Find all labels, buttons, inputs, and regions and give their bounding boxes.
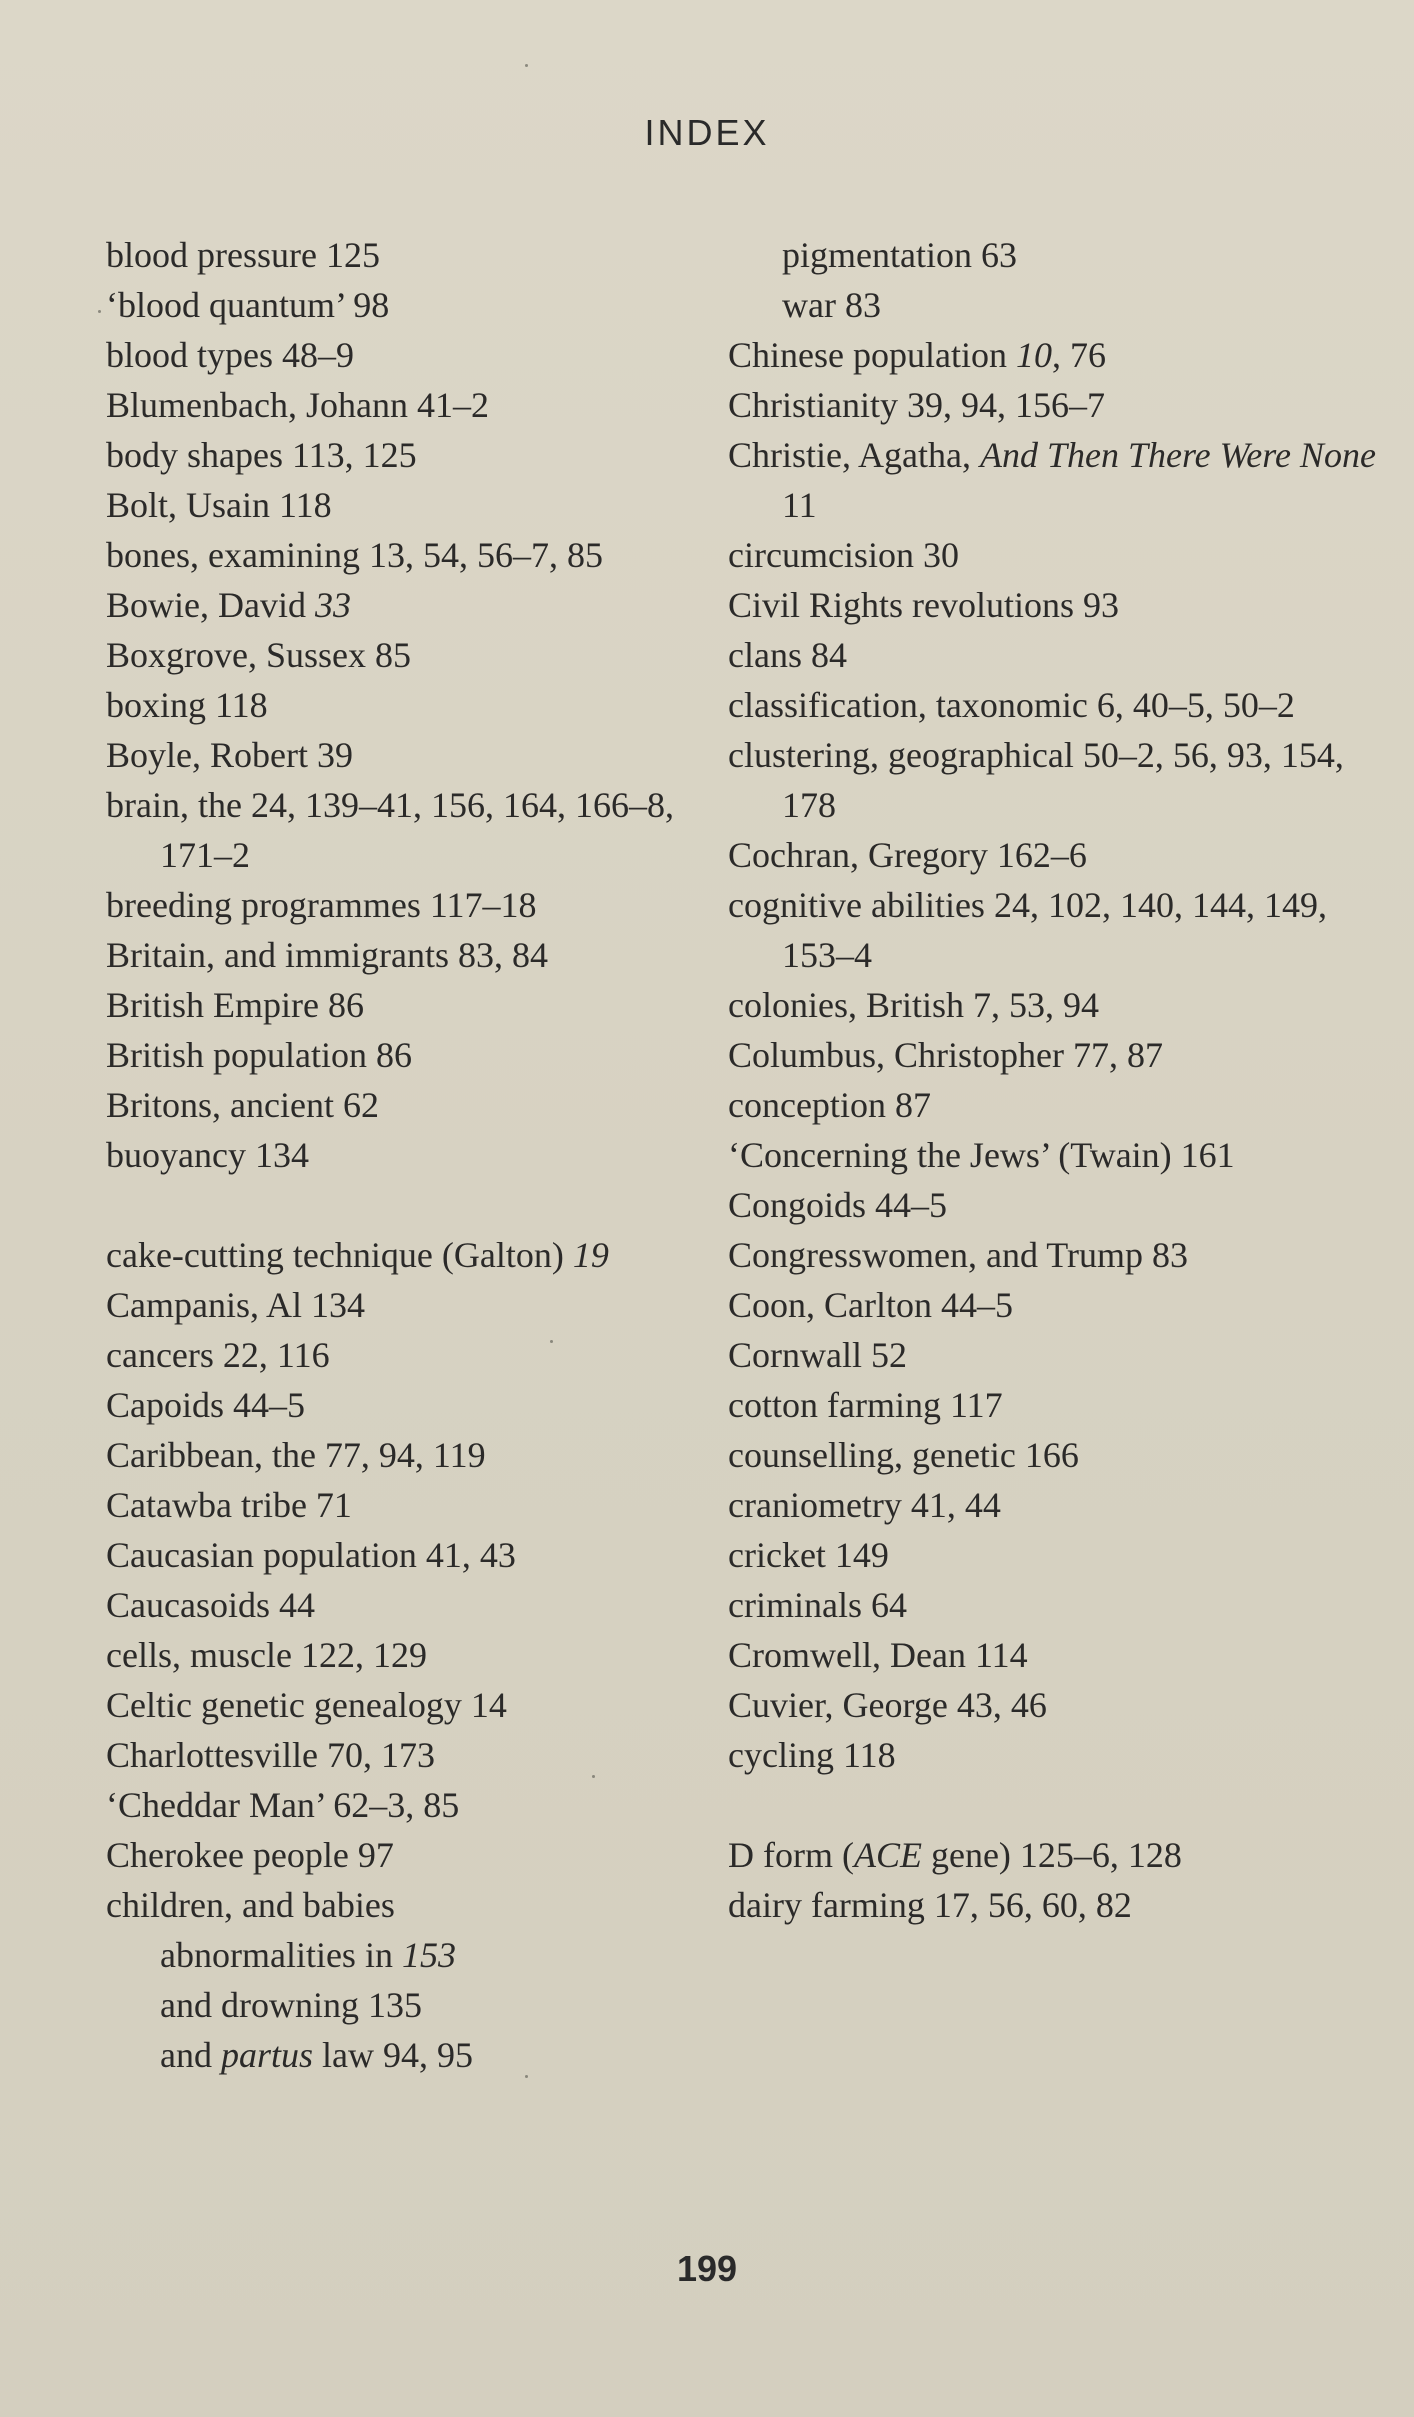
index-column-left bbox=[106, 230, 706, 2080]
paper-speck bbox=[592, 1775, 595, 1778]
letter-group-gap bbox=[728, 1780, 1348, 1830]
index-column-right bbox=[728, 230, 1376, 1930]
index-entry: Caucasian population 41, 43 bbox=[106, 1535, 516, 1575]
index-entry: Caribbean, the 77, 94, 119 bbox=[106, 1435, 486, 1475]
index-entry: Cherokee people 97 bbox=[106, 1835, 394, 1875]
index-entry: Capoids 44–5 bbox=[106, 1385, 306, 1425]
index-entry: Charlottesville 70, 173 bbox=[106, 1735, 435, 1775]
index-subentry: abnormalities in 153 bbox=[160, 1935, 456, 1975]
index-entry: cancers 22, 116 bbox=[106, 1335, 330, 1375]
index-entry: cake-cutting technique (Galton) 19 bbox=[106, 1235, 609, 1275]
index-entry: Civil Rights revolutions 93 bbox=[728, 585, 1120, 625]
paper-speck bbox=[525, 2075, 528, 2078]
paper-speck bbox=[525, 64, 528, 67]
page-number: 199 bbox=[676, 2248, 738, 2289]
index-entry: boxing 118 bbox=[106, 685, 268, 725]
index-entry: British Empire 86 bbox=[106, 985, 364, 1025]
index-entry: classification, taxonomic 6, 40–5, 50–2 bbox=[728, 685, 1295, 725]
index-entry: ‘Cheddar Man’ 62–3, 85 bbox=[106, 1785, 460, 1825]
index-entry: counselling, genetic 166 bbox=[728, 1435, 1079, 1475]
index-entry: Campanis, Al 134 bbox=[106, 1285, 365, 1325]
index-entry: blood types 48–9 bbox=[106, 335, 354, 375]
index-entry: brain, the 24, 139–41, 156, 164, 166–8, 171–2 bbox=[106, 785, 674, 875]
index-entry: buoyancy 134 bbox=[106, 1135, 309, 1175]
index-entry: clans 84 bbox=[728, 635, 847, 675]
index-subentry: and drowning 135 bbox=[160, 1985, 422, 2025]
index-entry: Boyle, Robert 39 bbox=[106, 735, 353, 775]
index-entry: ‘Concerning the Jews’ (Twain) 161 bbox=[728, 1135, 1235, 1175]
index-entry: Bolt, Usain 118 bbox=[106, 485, 332, 525]
index-entry: ‘blood quantum’ 98 bbox=[106, 285, 390, 325]
index-entry: bones, examining 13, 54, 56–7, 85 bbox=[106, 535, 603, 575]
index-entry: cotton farming 117 bbox=[728, 1385, 1003, 1425]
index-entry: Cuvier, George 43, 46 bbox=[728, 1685, 1047, 1725]
index-entry: criminals 64 bbox=[728, 1585, 907, 1625]
index-entry: cells, muscle 122, 129 bbox=[106, 1635, 427, 1675]
index-entry: Congresswomen, and Trump 83 bbox=[728, 1235, 1189, 1275]
index-entry: Coon, Carlton 44–5 bbox=[728, 1285, 1013, 1325]
index-entry: circumcision 30 bbox=[728, 535, 959, 575]
index-entry: Britons, ancient 62 bbox=[106, 1085, 379, 1125]
index-entry: Celtic genetic genealogy 14 bbox=[106, 1685, 507, 1725]
index-entry: body shapes 113, 125 bbox=[106, 435, 417, 475]
index-entry: children, and babies bbox=[106, 1885, 395, 1925]
index-entry: Boxgrove, Sussex 85 bbox=[106, 635, 411, 675]
index-entry: Catawba tribe 71 bbox=[106, 1485, 352, 1525]
index-entry: Cornwall 52 bbox=[728, 1335, 907, 1375]
letter-group-gap bbox=[106, 1180, 706, 1230]
index-subentry: pigmentation 63 bbox=[782, 235, 1017, 275]
index-entry: Cromwell, Dean 114 bbox=[728, 1635, 1028, 1675]
index-entry: Caucasoids 44 bbox=[106, 1585, 315, 1625]
index-entry: dairy farming 17, 56, 60, 82 bbox=[728, 1885, 1132, 1925]
index-entry: clustering, geographical 50–2, 56, 93, 154, 178 bbox=[728, 735, 1344, 825]
paper-speck bbox=[550, 1340, 553, 1343]
index-subentry: war 83 bbox=[782, 285, 881, 325]
index-entry: British population 86 bbox=[106, 1035, 412, 1075]
index-entry: Blumenbach, Johann 41–2 bbox=[106, 385, 489, 425]
index-entry: Britain, and immigrants 83, 84 bbox=[106, 935, 548, 975]
index-entry: Christianity 39, 94, 156–7 bbox=[728, 385, 1105, 425]
index-entry: colonies, British 7, 53, 94 bbox=[728, 985, 1099, 1025]
index-entry: cycling 118 bbox=[728, 1735, 896, 1775]
index-entry: conception 87 bbox=[728, 1085, 931, 1125]
index-entry: blood pressure 125 bbox=[106, 235, 380, 275]
index-subentry: and partus law 94, 95 bbox=[160, 2035, 473, 2075]
index-entry: Chinese population 10, 76 bbox=[728, 335, 1106, 375]
index-entry: breeding programmes 117–18 bbox=[106, 885, 537, 925]
index-entry: Columbus, Christopher 77, 87 bbox=[728, 1035, 1164, 1075]
paper-speck bbox=[98, 310, 101, 313]
index-entry: Congoids 44–5 bbox=[728, 1185, 948, 1225]
index-entry: cricket 149 bbox=[728, 1535, 889, 1575]
index-entry: craniometry 41, 44 bbox=[728, 1485, 1001, 1525]
index-entry: D form (ACE gene) 125–6, 128 bbox=[728, 1835, 1182, 1875]
index-entry: Bowie, David 33 bbox=[106, 585, 351, 625]
index-entry: Cochran, Gregory 162–6 bbox=[728, 835, 1087, 875]
index-entry: Christie, Agatha, And Then There Were None 11 bbox=[728, 435, 1376, 525]
running-header: INDEX bbox=[644, 112, 770, 153]
index-entry: cognitive abilities 24, 102, 140, 144, 149, 153–4 bbox=[728, 885, 1327, 975]
